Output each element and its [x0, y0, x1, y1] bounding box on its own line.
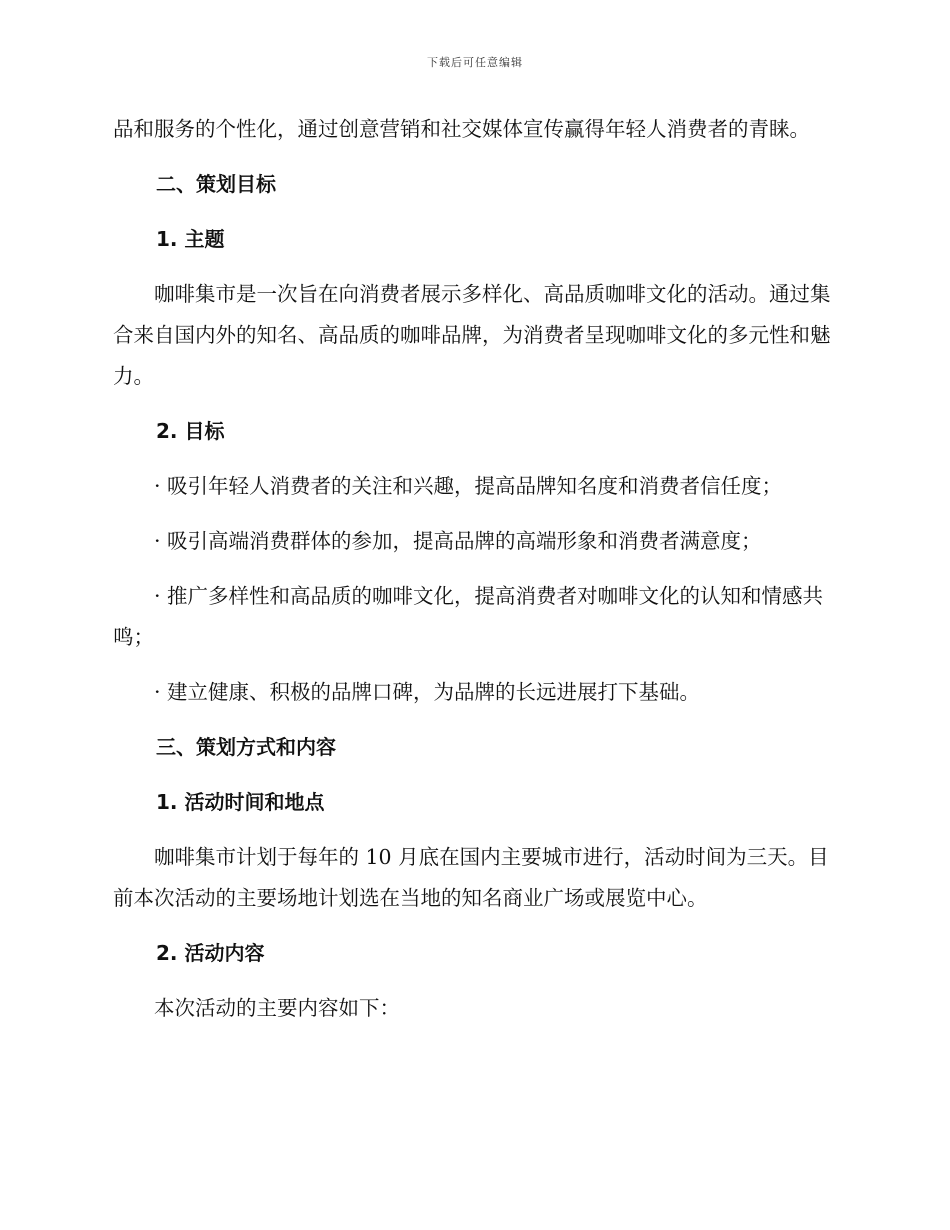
goal-item-1: · 吸引年轻人消费者的关注和兴趣，提高品牌知名度和消费者信任度；	[154, 474, 783, 498]
subheading-theme: 1. 主题	[156, 227, 225, 251]
section-heading-planning-goals: 二、策划目标	[156, 172, 276, 196]
paragraph-time-location: 咖啡集市计划于每年的 10 月底在国内主要城市进行，活动时间为三天。目前本次活动的主要场地计划选在当地的知名商业广场或展览中心。	[113, 845, 829, 910]
goal-item-3: · 推广多样性和高品质的咖啡文化，提高消费者对咖啡文化的认知和情感共鸣；	[113, 584, 824, 649]
subheading-time-location: 1. 活动时间和地点	[156, 790, 325, 814]
section-heading-planning-methods: 三、策划方式和内容	[156, 735, 336, 759]
goal-item-4: · 建立健康、积极的品牌口碑，为品牌的长远进展打下基础。	[154, 680, 701, 704]
page-header: 下载后可任意编辑	[427, 56, 523, 69]
paragraph-intro-continuation: 品和服务的个性化，通过创意营销和社交媒体宣传赢得年轻人消费者的青睐。	[113, 117, 810, 141]
subheading-activity-content: 2. 活动内容	[156, 941, 265, 965]
goal-item-2: · 吸引高端消费群体的参加，提高品牌的高端形象和消费者满意度；	[154, 529, 762, 553]
paragraph-theme: 咖啡集市是一次旨在向消费者展示多样化、高品质咖啡文化的活动。通过集合来自国内外的知名、高品质的咖啡品牌，为消费者呈现咖啡文化的多元性和魅力。	[113, 282, 831, 388]
subheading-goals: 2. 目标	[156, 419, 225, 443]
document-body	[113, 109, 833, 1029]
paragraph-activity-content: 本次活动的主要内容如下：	[154, 996, 400, 1020]
